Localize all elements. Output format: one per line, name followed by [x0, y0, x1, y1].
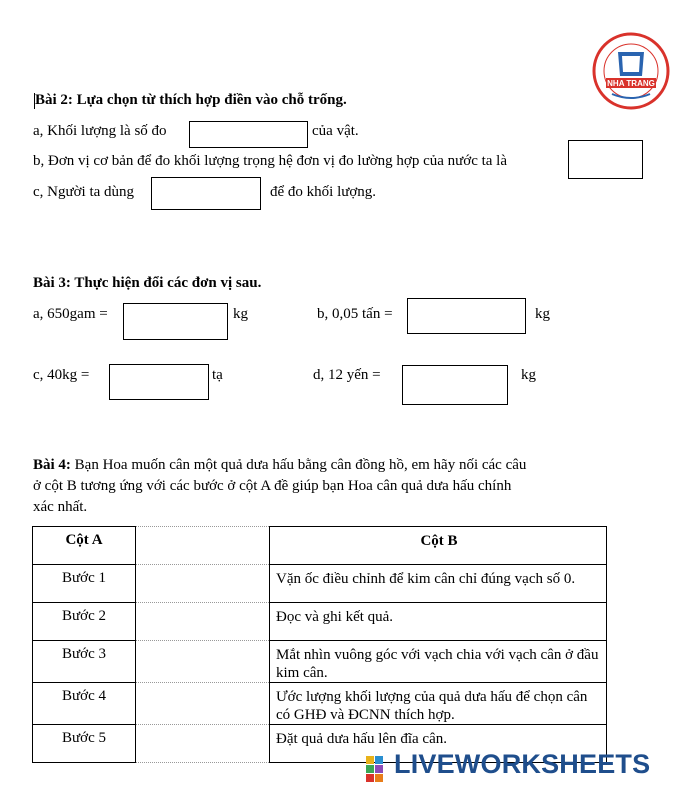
bai3-d-unit: kg [521, 367, 536, 383]
step-3[interactable]: Bước 3 [33, 641, 136, 683]
bai2-c-text: c, Người ta dùng [33, 184, 135, 200]
column-a-header: Cột A [33, 527, 136, 565]
bai3-c-answer-input[interactable] [109, 364, 209, 400]
step-4[interactable]: Bước 4 [33, 683, 136, 725]
connect-area[interactable] [136, 603, 270, 641]
bai4-intro-line3: xác nhất. [33, 499, 88, 515]
table-header-row [33, 527, 607, 565]
bai2-c-text-after: để đo khối lượng. [270, 184, 377, 200]
bai2-c-answer-input[interactable] [151, 177, 261, 210]
connect-area[interactable] [136, 641, 270, 683]
bai2-title: Bài 2: Lựa chọn từ thích hợp điền vào chỗ trống. [35, 92, 347, 108]
bai3-d-answer-input[interactable] [402, 365, 508, 405]
liveworksheets-brand: LIVEWORKSHEETS [394, 749, 651, 779]
bai2-b-answer-input[interactable] [568, 140, 643, 179]
bai3-c-label: c, 40kg = [33, 367, 90, 383]
bai2-a-text: a, Khối lượng là số đo [33, 123, 167, 139]
option-2[interactable]: Đọc và ghi kết quả. [270, 603, 607, 641]
option-1[interactable]: Vặn ốc điều chỉnh để kim cân chỉ đúng vạch số 0. [270, 565, 607, 603]
table-row [33, 683, 607, 725]
bai4-title: Bài 4: [33, 457, 71, 473]
connect-area[interactable] [136, 725, 270, 763]
bai4-intro-line2: ở cột B tương ứng với các bước ở cột A đề giúp bạn Hoa cân quả dưa hấu chính [33, 478, 512, 494]
table-row [33, 565, 607, 603]
step-5[interactable]: Bước 5 [33, 725, 136, 763]
option-5[interactable]: Đặt quả dưa hấu lên đĩa cân. [270, 725, 607, 763]
table-row [33, 641, 607, 683]
school-logo [592, 32, 670, 110]
connect-area[interactable] [136, 565, 270, 603]
bai4-intro-line1: Bài 4: Bạn Hoa muốn cân một quả dưa hấu bằng cân đồng hồ, em hãy nối các câu [33, 457, 527, 473]
liveworksheets-logo-icon [366, 752, 392, 782]
connect-area[interactable] [136, 683, 270, 725]
step-1[interactable]: Bước 1 [33, 565, 136, 603]
bai3-a-unit: kg [233, 306, 248, 322]
option-3[interactable]: Mắt nhìn vuông góc với vạch chia với vạch cân ở đầu kim cân. [270, 641, 607, 683]
bai3-title: Bài 3: Thực hiện đổi các đơn vị sau. [33, 275, 262, 291]
matching-table [32, 526, 607, 763]
bai3-b-answer-input[interactable] [407, 298, 526, 334]
bai2-a-text-after: của vật. [312, 123, 359, 139]
bai3-c-unit: tạ [212, 367, 223, 383]
bai3-b-unit: kg [535, 306, 550, 322]
bai2-b-text: b, Đơn vị cơ bản để đo khối lượng trọng hệ đơn vị đo lường hợp của nước ta là [33, 153, 508, 169]
bai2-a-answer-input[interactable] [189, 121, 308, 148]
bai3-a-answer-input[interactable] [123, 303, 228, 340]
logo-city: NHA TRANG [607, 79, 655, 88]
table-row [33, 603, 607, 641]
connect-area[interactable] [136, 527, 270, 565]
bai3-b-label: b, 0,05 tấn = [317, 306, 393, 322]
bai3-a-label: a, 650gam = [33, 306, 108, 322]
option-4[interactable]: Ước lượng khối lượng của quả dưa hấu để chọn cân có GHĐ và ĐCNN thích hợp. [270, 683, 607, 725]
bai3-d-label: d, 12 yến = [313, 367, 381, 383]
column-b-header: Cột B [270, 527, 607, 565]
step-2[interactable]: Bước 2 [33, 603, 136, 641]
